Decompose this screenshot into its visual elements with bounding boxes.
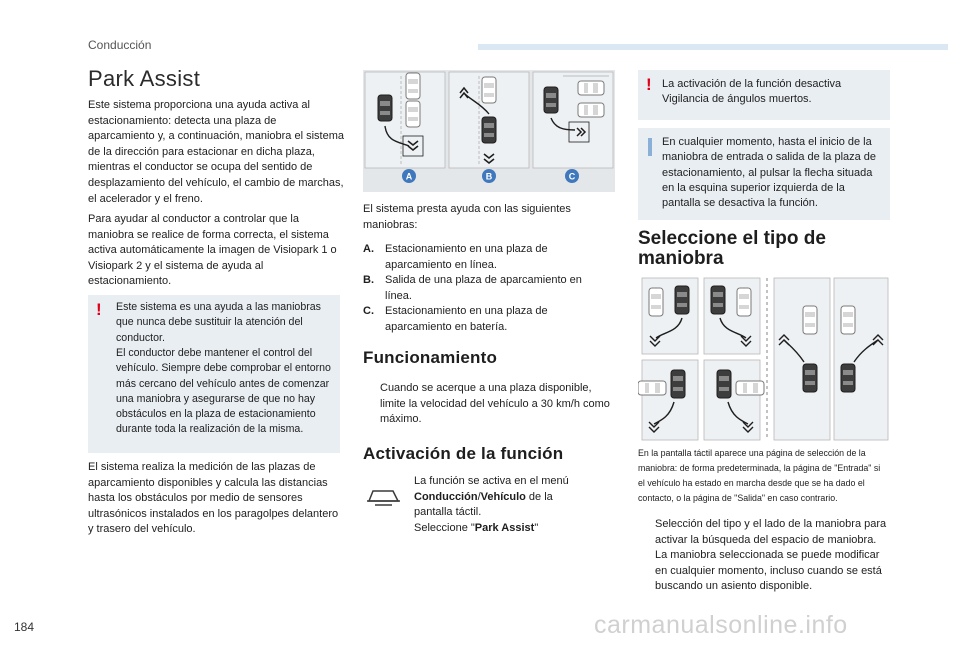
activation-line-4 xyxy=(414,521,614,537)
label-a: A xyxy=(405,171,413,182)
select-prefix: Seleccione " xyxy=(414,521,475,534)
menu-conduccion: Conducción xyxy=(414,490,478,503)
menu-vehiculo: Vehículo xyxy=(480,490,526,503)
car-dark-b xyxy=(482,117,496,143)
label-b: B xyxy=(485,171,493,182)
panel-a xyxy=(365,72,445,168)
page-number: 184 xyxy=(14,620,35,634)
figure-caption: En la pantalla táctil aparece una página de selección de la maniobra: de forma predeterminada, la página de "Entrada" si el vehículo ha estado en marcha desde que se ha dado el contacto, o la página de "Salida" en caso contrario. xyxy=(638,448,881,504)
list-text: Estacionamiento en una plaza de aparcamiento en batería. xyxy=(385,305,548,333)
measurement-paragraph: El sistema realiza la medición de las plazas de aparcamiento disponibles y calcula las distancias hasta los obstáculos por medio de sensores ultrasónicos instalados en los paragolpes delantero y trasero del vehículo. xyxy=(88,461,339,536)
warning-text-2: El conductor debe mantener el control del vehículo. Siempre debe comprobar el entorno más cercano del vehículo antes de comenzar una maniobra y asegurarse de que no hay obstáculos en la plaza de estacionamiento durante toda la realización de la misma. xyxy=(116,347,331,436)
steering-car-icon xyxy=(365,483,403,509)
warning-icon: ! xyxy=(646,75,652,94)
activation-line-1: La función se activa en el menú xyxy=(414,475,569,487)
activation-text xyxy=(414,474,614,536)
intro-paragraph: Este sistema proporciona una ayuda activa al estacionamiento: detecta una plaza de aparcamiento y, a continuación, maniobra el sistema de la dirección para estacionar en dicha plaza, mientras el conductor se ocupa del sentido de desplazamiento del vehículo, el cambio de marchas, el acelerador y el freno. xyxy=(88,99,344,205)
list-text: Estacionamiento en una plaza de aparcamiento en línea. xyxy=(385,243,548,271)
activation-line-2 xyxy=(414,490,614,506)
heading-funcionamiento: Funcionamiento xyxy=(363,348,498,367)
info-text: En cualquier momento, hasta el inicio de la maniobra de entrada o salida de la plaza de estacionamiento, al pulsar la flecha situada en la esquina superior izquierda de la pantalla se desactiva la función. xyxy=(662,136,877,210)
header-bar xyxy=(478,44,948,50)
list-item xyxy=(363,304,613,335)
select-suffix: " xyxy=(534,521,539,534)
list-item xyxy=(363,273,613,304)
list-key: B. xyxy=(363,274,374,286)
speed-paragraph: Cuando se acerque a una plaza disponible, limite la velocidad del vehículo a 30 km/h como máximo. xyxy=(380,382,610,426)
list-key: A. xyxy=(363,243,374,255)
maneuvers-intro: El sistema presta ayuda con las siguientes maniobras: xyxy=(363,203,571,231)
warning-text-1: Este sistema es una ayuda a las maniobras que nunca debe sustituir la atención del conductor. xyxy=(116,301,321,344)
label-c: C xyxy=(568,171,576,182)
car-dark-a xyxy=(378,95,392,121)
maneuver-figure xyxy=(363,70,615,192)
car-dark-c xyxy=(544,87,558,113)
menu-suffix: de la xyxy=(525,490,553,503)
activation-line-3: pantalla táctil. xyxy=(414,506,482,519)
page-title: Park Assist xyxy=(88,66,201,91)
assist-paragraph: Para ayudar al conductor a controlar que la maniobra se realice de forma correcta, el sistema activa automáticamente la imagen de Visiopark 1 o Visiopark 2 y el sistema de ayuda al estacionamiento. xyxy=(88,213,337,288)
info-icon xyxy=(648,138,652,156)
watermark: carmanualsonline.info xyxy=(594,611,848,639)
heading-activacion: Activación de la función xyxy=(363,444,564,463)
park-assist-label: Park Assist xyxy=(474,521,535,534)
selection-screen-figure xyxy=(638,274,890,444)
section-label: Conducción xyxy=(88,38,152,52)
heading-seleccione-1: Seleccione el tipo de xyxy=(638,228,826,249)
selection-paragraph: Selección del tipo y el lado de la maniobra para activar la búsqueda del espacio de maniobra. La maniobra seleccionada se puede modificar en cualquier momento, incluso cuando se está buscando un asiento disponible. xyxy=(655,518,887,593)
warning-icon: ! xyxy=(96,300,102,319)
list-item xyxy=(363,242,613,273)
menu-separator: / xyxy=(477,490,481,503)
info-box xyxy=(638,128,890,220)
warning-box xyxy=(88,295,340,453)
list-text: Salida de una plaza de aparcamiento en línea. xyxy=(385,274,582,302)
list-key: C. xyxy=(363,305,374,317)
heading-seleccione-2: maniobra xyxy=(638,248,724,269)
deactivation-text: La activación de la función desactiva Vigilancia de ángulos muertos. xyxy=(662,78,842,106)
deactivation-warning-box xyxy=(638,70,890,120)
